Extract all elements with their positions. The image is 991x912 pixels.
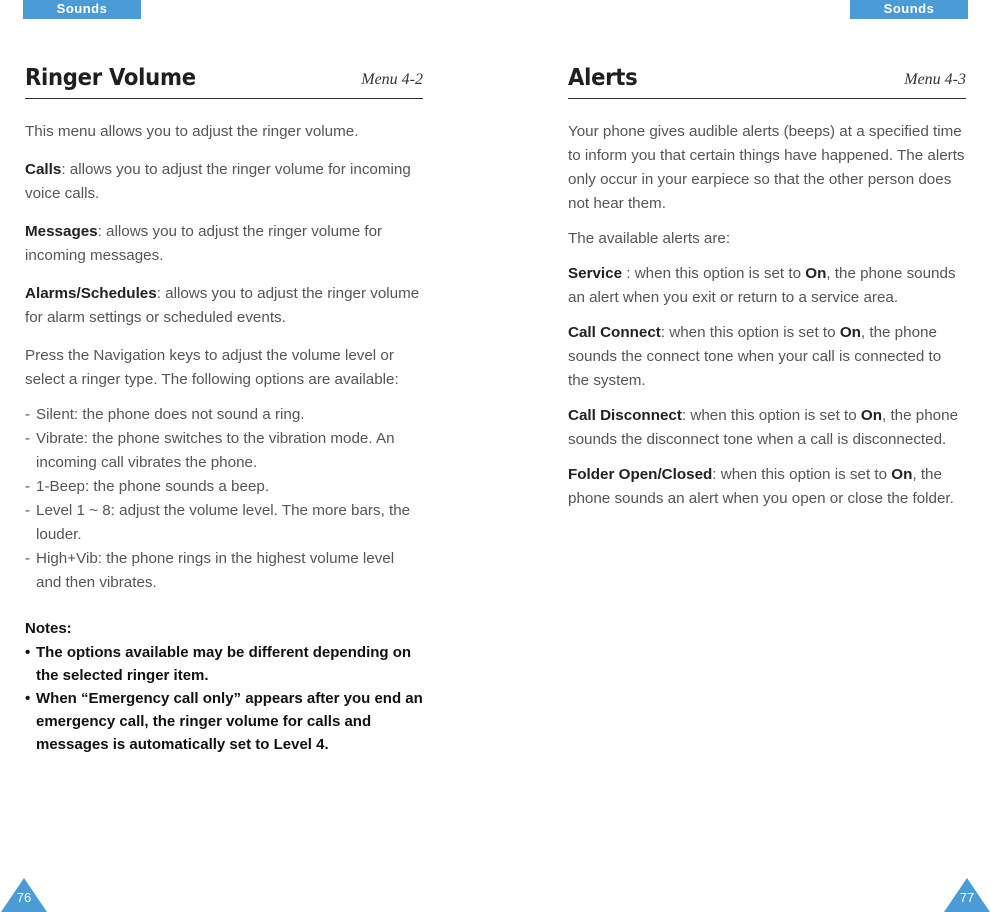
notes-list	[25, 641, 423, 756]
item-term: Service	[568, 265, 623, 282]
list-item	[568, 404, 966, 452]
item-description: : when this option is set to	[622, 265, 806, 282]
list-item: - High+Vib: the phone rings in the highest volume level and then vibrates.	[25, 547, 423, 595]
list-item	[568, 321, 966, 393]
section-tab: Sounds	[850, 0, 968, 19]
page-body	[25, 120, 423, 756]
on-value: On	[839, 324, 861, 341]
menu-reference: Menu 4-2	[361, 71, 423, 88]
note-item: • The options available may be different depending on the selected ringer item.	[25, 641, 423, 687]
item-term: Alarms/Schedules	[25, 285, 157, 302]
item-description: , the phone sounds an alert when you exit or return to a service area.	[568, 265, 956, 306]
notes-block	[25, 617, 423, 756]
item-description: , the phone sounds the connect tone when your call is connected to the system.	[568, 324, 942, 389]
list-item: - 1-Beep: the phone sounds a beep.	[25, 475, 423, 499]
page-body	[568, 120, 966, 511]
item-description: , the phone sounds the disconnect tone when a call is disconnected.	[568, 407, 959, 448]
menu-reference: Menu 4-3	[904, 71, 966, 88]
page-number: 76	[16, 890, 32, 905]
list-item: - Level 1 ~ 8: adjust the volume level. The more bars, the louder.	[25, 499, 423, 547]
item-description: : when this option is set to	[681, 407, 861, 424]
page-number-badge	[944, 878, 990, 912]
item-term: Folder Open/Closed	[568, 466, 713, 483]
item-term: Calls	[25, 161, 62, 178]
item-description: : allows you to adjust the ringer volume for incoming messages.	[25, 223, 383, 264]
on-value: On	[891, 466, 913, 483]
notes-title: Notes:	[25, 620, 72, 637]
navigation-paragraph: Press the Navigation keys to adjust the volume level or select a ringer type. The following options are available:	[25, 347, 399, 388]
list-item	[568, 463, 966, 511]
item-description: : allows you to adjust the ringer volume for incoming voice calls.	[25, 161, 411, 202]
available-alerts-label: The available alerts are:	[568, 230, 731, 247]
section-tab: Sounds	[23, 0, 141, 19]
list-item: - Vibrate: the phone switches to the vibration mode. An incoming call vibrates the phone.	[25, 427, 423, 475]
list-item: - Silent: the phone does not sound a ring.	[25, 403, 423, 427]
on-value: On	[805, 265, 827, 282]
left-page	[0, 0, 495, 912]
item-term: Call Connect	[568, 324, 661, 341]
item-description: : allows you to adjust the ringer volume for alarm settings or scheduled events.	[25, 285, 420, 326]
ringer-options-list	[25, 403, 423, 595]
page-title: Alerts	[568, 65, 638, 91]
note-item: • When “Emergency call only” appears after you end an emergency call, the ringer volume for calls and messages is automatically set to Level 4.	[25, 687, 423, 756]
section-header	[568, 58, 966, 99]
list-item	[25, 220, 423, 268]
page-number-badge	[1, 878, 47, 912]
item-description: , the phone sounds an alert when you open or close the folder.	[568, 466, 954, 507]
list-item	[25, 282, 423, 330]
right-page	[496, 0, 991, 912]
list-item	[25, 158, 423, 206]
page-number: 77	[959, 890, 975, 905]
intro-paragraph: This menu allows you to adjust the ringer volume.	[25, 123, 359, 140]
item-term: Call Disconnect	[568, 407, 682, 424]
list-item	[568, 262, 966, 310]
item-description: : when this option is set to	[660, 324, 840, 341]
intro-paragraph: Your phone gives audible alerts (beeps) at a specified time to inform you that certain things have happened. The alerts only occur in your earpiece so that the other person does not hear them.	[568, 123, 965, 212]
item-description: : when this option is set to	[712, 466, 892, 483]
on-value: On	[860, 407, 883, 424]
page-title: Ringer Volume	[25, 65, 196, 91]
section-header	[25, 58, 423, 99]
item-term: Messages	[25, 223, 98, 240]
